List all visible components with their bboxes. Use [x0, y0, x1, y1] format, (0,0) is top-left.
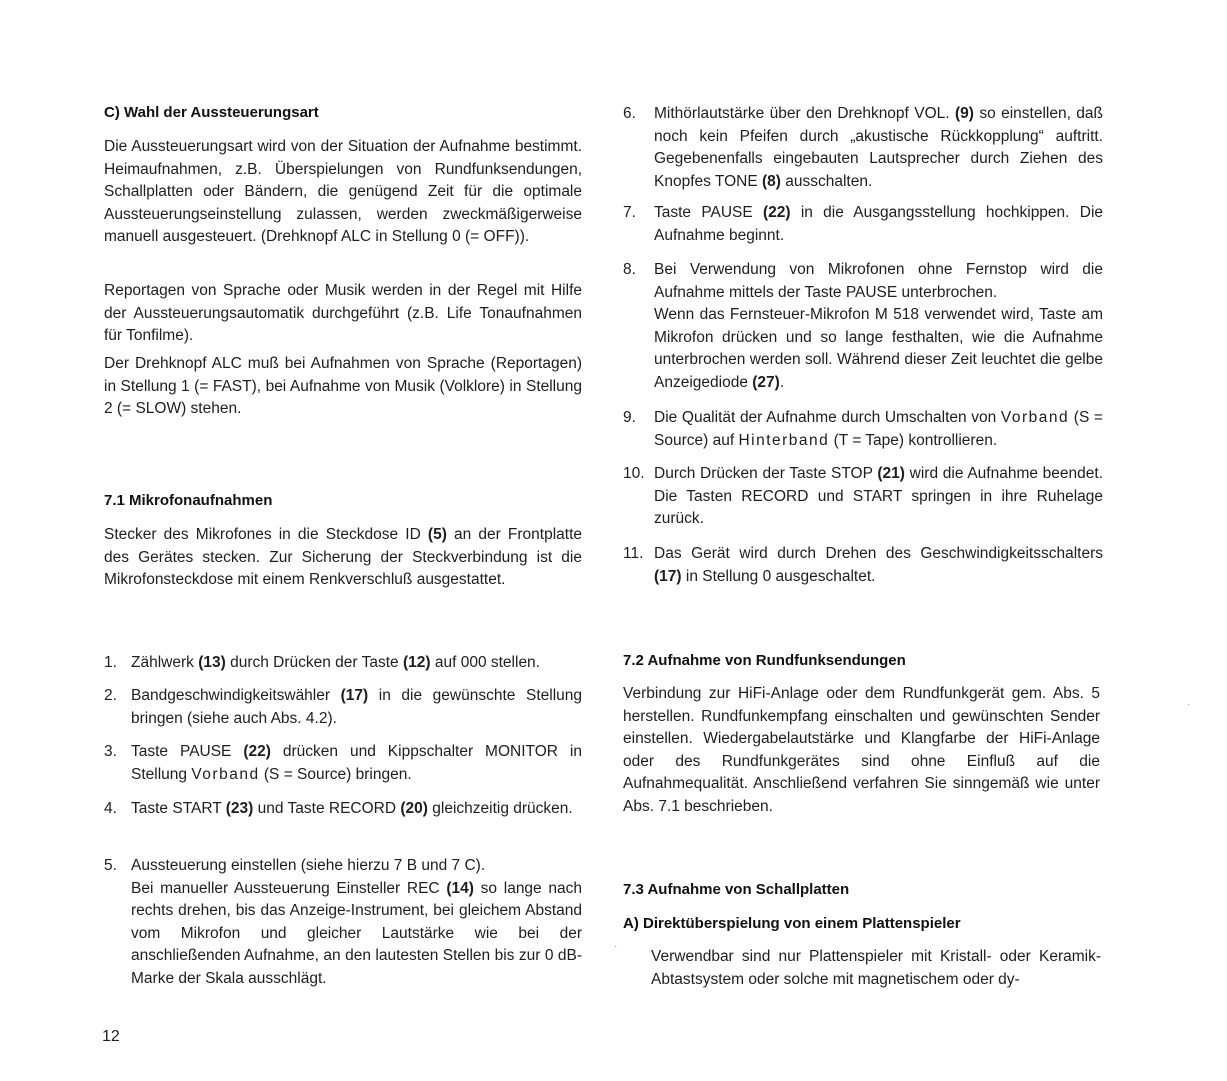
step-number: 5.	[104, 857, 117, 874]
step-8	[623, 259, 1103, 395]
step-text: Aussteuerung einstellen (siehe hierzu 7 B und 7 C). Bei manueller Aussteuerung Einsteller REC (14) so lange nach rechts drehen, bis das Anzeige-Instrument, bei gleichem Abstand vom Mikrofon und gleicher Lautstärke wie bei der anschließenden Aufnahme, an den lautesten Stellen bis zur 0 dB-Marke der Skala ausschlägt.	[131, 857, 583, 987]
step-9	[623, 407, 1103, 452]
step-number: 3.	[104, 743, 117, 760]
section-7-1-heading: 7.1 Mikrofonaufnahmen	[104, 492, 273, 509]
step-text: Zählwerk (13) durch Drücken der Taste (12) auf 000 stellen.	[131, 654, 540, 671]
step-4	[104, 798, 582, 821]
section-7-3-text: Verwendbar sind nur Plattenspieler mit Kristall- oder Keramik-Abtastsystem oder solche mit magnetischem oder dy-	[651, 948, 1101, 988]
step-number: 10.	[623, 465, 645, 482]
section-c-paragraph-3: Der Drehknopf ALC muß bei Aufnahmen von Sprache (Reportagen) in Stellung 1 (= FAST), bei Aufnahme von Musik (Volklore) in Stellung 2 (= SLOW) stehen.	[104, 355, 582, 418]
step-11	[623, 543, 1103, 588]
microphone-socket-symbol: ID	[405, 526, 421, 543]
step-6	[623, 103, 1103, 193]
step-text: Taste PAUSE (22) drücken und Kippschalter MONITOR in Stellung Vorband (S = Source) bringen.	[131, 743, 582, 783]
step-text: Bandgeschwindigkeitswähler (17) in die gewünschte Stellung bringen (siehe auch Abs. 4.2).	[131, 687, 583, 727]
step-number: 1.	[104, 654, 117, 671]
step-text: Bei Verwendung von Mikrofonen ohne Fernstop wird die Aufnahme mittels der Taste PAUSE unterbrochen. Wenn das Fernsteuer-Mikrofon M 518 verwendet wird, Taste am Mikrofon drücken und so lange festhalten, wie die Aufnahme unterbrochen werden soll. Während dieser Zeit leuchtet die gelbe Anzeigediode (27).	[654, 261, 1103, 391]
page-number: 12	[102, 1028, 120, 1045]
step-5	[104, 855, 582, 991]
section-c-heading: C) Wahl der Aussteuerungsart	[104, 104, 319, 121]
step-text: Das Gerät wird durch Drehen des Geschwindigkeitsschalters (17) in Stellung 0 ausgeschaltet.	[654, 545, 1103, 585]
section-7-2-heading: 7.2 Aufnahme von Rundfunksendungen	[623, 652, 906, 669]
step-number: 7.	[623, 204, 636, 221]
section-7-3-heading: 7.3 Aufnahme von Schallplatten	[623, 881, 850, 898]
step-2	[104, 685, 582, 730]
step-7	[623, 202, 1103, 247]
step-3	[104, 741, 582, 786]
step-text: Taste PAUSE (22) in die Ausgangsstellung hochkippen. Die Aufnahme beginnt.	[654, 204, 1104, 244]
step-text: Durch Drücken der Taste STOP (21) wird die Aufnahme beendet. Die Tasten RECORD und START springen in ihre Ruhelage zurück.	[654, 465, 1104, 528]
step-number: 9.	[623, 409, 636, 426]
step-text: Taste START (23) und Taste RECORD (20) gleichzeitig drücken.	[131, 800, 573, 817]
step-1	[104, 652, 582, 675]
section-c-paragraph-2: Reportagen von Sprache oder Musik werden in der Regel mit Hilfe der Aussteuerungsautomatik durchgeführt (z.B. Life Tonaufnahmen für Tonfilme).	[104, 282, 582, 345]
section-7-1-intro: Stecker des Mikrofones in die Steckdose ID (5) an der Frontplatte des Gerätes stecken. Zur Sicherung der Steckverbindung ist die Mikrofonsteckdose mit einem Renkverschluß ausgestattet.	[104, 526, 582, 589]
section-7-2-text: Verbindung zur HiFi-Anlage oder dem Rundfunkgerät gem. Abs. 5 herstellen. Rundfunkempfang einschalten und gewünschten Sender einstellen. Wiedergabelautstärke und Klangfarbe der HiFi-Anlage oder des Rundfunkgerätes sind ohne Einfluß auf die Aufnahmequalität. Anschließend verfahren Sie sinngemäß wie unter Abs. 7.1 beschrieben.	[623, 685, 1100, 815]
scan-speck: ·	[614, 941, 618, 952]
section-c-paragraph-1: Die Aussteuerungsart wird von der Situation der Aufnahme bestimmt. Heimaufnahmen, z.B. Überspielungen von Rundfunksendungen, Schallplatten oder Bändern, die genügend Zeit für die optimale Aussteuerungseinstellung zulassen, werden zweckmäßigerweise manuell ausgesteuert. (Drehknopf ALC in Stellung 0 (= OFF)).	[104, 138, 582, 246]
step-number: 11.	[623, 545, 644, 562]
scan-speck: ·	[1187, 699, 1191, 710]
step-number: 4.	[104, 800, 117, 817]
step-number: 8.	[623, 261, 636, 278]
section-7-3-subheading: A) Direktüberspielung von einem Plattenspieler	[623, 915, 961, 932]
step-number: 2.	[104, 687, 117, 704]
step-text: Die Qualität der Aufnahme durch Umschalten von Vorband (S = Source) auf Hinterband (T = Tape) kontrollieren.	[654, 409, 1103, 449]
step-number: 6.	[623, 105, 636, 122]
step-10	[623, 463, 1103, 531]
step-text: Mithörlautstärke über den Drehknopf VOL. (9) so einstellen, daß noch kein Pfeifen durch „akustische Rückkopplung“ auftritt. Gegebenenfalls eingebauten Lautsprecher durch Ziehen des Knopfes TONE (8) ausschalten.	[654, 105, 1104, 190]
